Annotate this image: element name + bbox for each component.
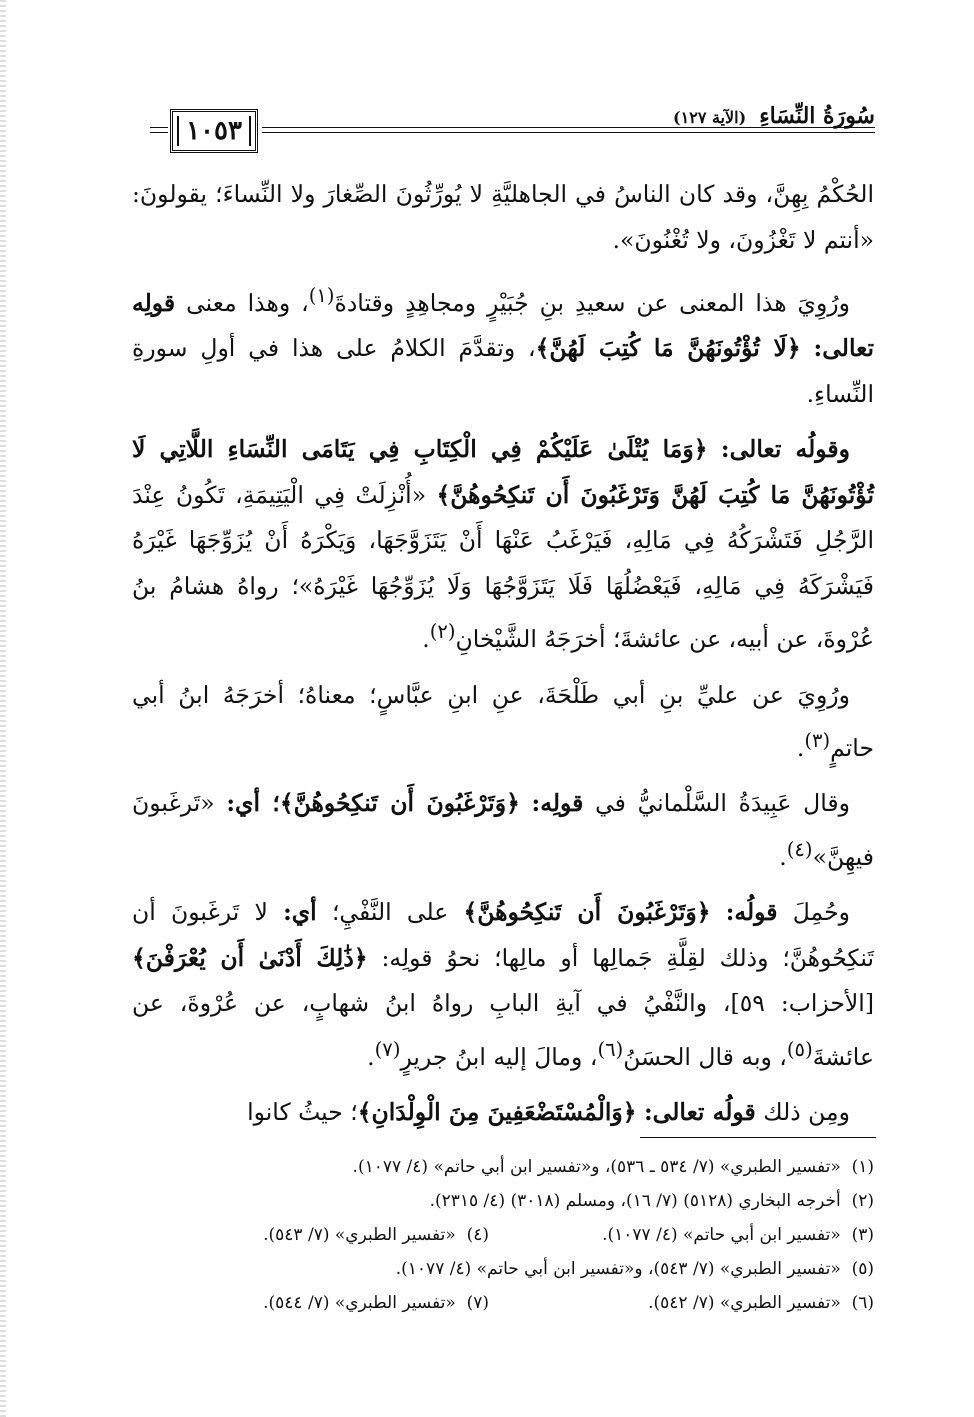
ayah-reference: (الآية ١٢٧) <box>673 108 747 127</box>
footnote <box>200 1252 874 1286</box>
footnote-text: «تفسير الطبري» (٧/ ٥٤٤). <box>263 1293 456 1313</box>
paragraph: ورُوِيَ عن عليِّ بنِ أبي طَلْحَةَ، عنِ ابنِ عبَّاسٍ؛ معناهُ؛ أخرَجَهُ ابنُ أبي حاتمٍ$^{(٣)}$. <box>132 680 874 762</box>
text-run: ورُوِيَ هذا المعنى عن سعيدِ بنِ جُبَيْرٍ ومجاهِدٍ وقتادةَ <box>334 288 850 317</box>
footnote-text: «تفسير الطبري» (٧/ ٥٤٣). <box>263 1225 456 1245</box>
footnote-number: (٥) <box>851 1259 874 1279</box>
page-header <box>150 103 875 155</box>
text-run: [الأحزاب: ٥٩]، والنَّفْيُ في آيةِ البابِ رواهُ ابنُ شهابٍ، عن عُرْوةَ، عن عائشةَ <box>132 989 874 1071</box>
text-run: الحُكْمُ بِهِنَّ، وقد كان الناسُ في الجاهليَّةِ لا يُورِّثُونَ الصِّغارَ ولا النِّساءَ؛ يقولونَ: «أنتم لا تَغْزُونَ، ولا تُغْنُونَ». <box>132 180 874 254</box>
footnote-number: (٤) <box>466 1225 489 1245</box>
text-run: ، وتقدَّمَ الكلامُ على هذا في أولِ سورةِ النِّساءِ. <box>132 334 874 408</box>
footnote-text: «تفسير الطبري» (٧/ ٥٣٤ ـ ٥٣٦)، و«تفسير ابن أبي حاتم» (٤/ ١٠٧٧). <box>352 1157 841 1177</box>
footnote-ref[interactable]: (٥) <box>786 1037 813 1061</box>
footnote-number: (٧) <box>466 1293 489 1313</box>
text-run: وقال عَبِيدَةُ السَّلْمانيُّ في <box>595 789 850 818</box>
footnote-ref[interactable]: (٤) <box>786 837 813 861</box>
footnote-text: أخرجه البخاري (٥١٢٨) (٧/ ١٦)، ومسلم (٣٠١٨) (٤/ ٢٣١٥). <box>429 1191 841 1211</box>
text-run: ورُوِيَ عن عليِّ بنِ أبي طَلْحَةَ، عنِ ابنِ عبَّاسٍ؛ معناهُ؛ أخرَجَهُ ابنُ أبي حاتمٍ <box>132 680 874 762</box>
footnote-text: «تفسير ابن أبي حاتم» (٤/ ١٠٧٧). <box>602 1225 841 1245</box>
footnote-number: (٢) <box>851 1191 874 1211</box>
footnote-text: «تفسير الطبري» (٧/ ٥٤٣)، و«تفسير ابن أبي حاتم» (٤/ ١٠٧٧). <box>395 1259 841 1279</box>
page-number-box <box>170 109 258 153</box>
paragraph <box>132 273 874 417</box>
footnote-ref[interactable]: (٢) <box>429 620 456 644</box>
footnote <box>200 1150 874 1184</box>
footnote-ref[interactable]: (١) <box>308 284 335 307</box>
footnote-number: (١) <box>851 1157 874 1177</box>
footnote <box>200 1286 874 1320</box>
text-run: ، وبه قال الحسَنُ <box>623 1042 787 1071</box>
quran-verse: ﴿وَتَرْغَبُونَ أَن تَنكِحُوهُنَّ﴾ <box>463 898 711 927</box>
text-run: ، وهذا معنى <box>186 288 309 317</box>
page-number: ١٠٥٣ <box>186 116 242 146</box>
footnote-number: (٣) <box>851 1225 874 1245</box>
footnote-number: (٦) <box>851 1293 874 1313</box>
quran-verse: ﴿لَا تُؤْتُونَهُنَّ مَا كُتِبَ لَهُنَّ﴾ <box>535 334 801 363</box>
scan-edge <box>0 0 6 1417</box>
footnote-ref[interactable]: (٧) <box>374 1037 401 1061</box>
keyword: وقولُه تعالى: <box>720 435 851 464</box>
paragraph <box>132 172 874 263</box>
footnote-text: «تفسير الطبري» (٧/ ٥٤٢). <box>648 1293 841 1313</box>
text-run: على النَّفْيِ؛ <box>331 898 449 927</box>
header-rule <box>150 127 168 128</box>
footnote <box>200 1218 874 1252</box>
quran-verse: ﴿ذَٰلِكَ أَدْنَىٰ أَن يُعْرَفْنَ﴾ <box>132 943 368 972</box>
footnote-ref[interactable]: (٣) <box>804 729 831 753</box>
quran-verse: ﴿وَالْمُسْتَضْعَفِينَ مِنَ الْوِلْدَانِ﴾ <box>357 1098 637 1127</box>
main-text <box>132 172 874 1146</box>
paragraph: وقال عَبِيدَةُ السَّلْمانيُّ في قولِه: ﴿وَتَرْغَبُونَ أَن تَنكِحُوهُنَّ﴾؛ أي: «تَرغَبونَ فيهِنَّ»$^{(٤)}$. <box>132 789 874 871</box>
footnote-separator <box>640 1137 876 1138</box>
quran-verse: ﴿وَتَرْغَبُونَ أَن تَنكِحُوهُنَّ﴾ <box>279 789 520 818</box>
text-run: ، ومالَ إليه ابنُ جريرٍ <box>400 1042 598 1071</box>
text-run: وحُمِلَ <box>792 898 850 927</box>
header-rule <box>262 132 875 133</box>
paragraph <box>132 1090 874 1136</box>
paragraph: وقولُه تعالى: ﴿وَمَا يُتْلَىٰ عَلَيْكُمْ فِي الْكِتَابِ فِي يَتَامَى النِّسَاءِ اللَّاتِي لَا تُؤْتُونَهُنَّ مَا كُتِبَ لَهُنَّ وَتَرْغَبُونَ أَن تَنكِحُوهُنَّ﴾ «أُنْزِلَتْ فِي الْيَتِيمَةِ، تَكُونُ عِنْدَ الرَّجُلِ فَتَشْرَكُهُ فِي مَالِهِ، فَيَرْغَبُ عَنْهَا أَنْ يَتَزَوَّجَهَا، وَيَكْرَهُ أَنْ يُزَوِّجَهَا غَيْرَهُ فَيَشْرَكَهُ فِي مَالِهِ، فَيَعْضُلُهَا فَلَا يَتَزَوَّجُهَا وَلَا يُزَوِّجُهَا غَيْرَهُ»؛ رواهُ هشامُ بنُ عُرْوةَ، عن أبيه، عن عائشةَ؛ أخرَجَهُ الشَّيْخانِ$^{(٢)}$. <box>132 435 874 654</box>
quran-verse: ﴿وَمَا يُتْلَىٰ عَلَيْكُمْ فِي الْكِتَابِ فِي يَتَامَى النِّسَاءِ اللَّاتِي لَا تُؤْتُونَهُنَّ مَا كُتِبَ لَهُنَّ وَتَرْغَبُونَ أَن تَنكِحُوهُنَّ﴾ <box>132 435 874 509</box>
text-run: «تَرغَبونَ فيهِنَّ» <box>132 789 874 871</box>
footnote <box>200 1184 874 1218</box>
paragraph: وحُمِلَ قولُه: ﴿وَتَرْغَبُونَ أَن تَنكِحُوهُنَّ﴾ على النَّفْيِ؛ أي: لا تَرغَبونَ أن تَنكِحُوهُنَّ؛ وذلك لقِلَّةِ جَمالِها أو مالِها؛ نحوُ قولِه: ﴿ذَٰلِكَ أَدْنَىٰ أَن يُعْرَفْنَ﴾ [الأحزاب: ٥٩]، والنَّفْيُ في آيةِ البابِ رواهُ ابنُ شهابٍ، عن عُرْوةَ، عن عائشةَ$^{(٥)}$، وبه قال الحسَنُ$^{(٦)}$، ومالَ إليه ابنُ جريرٍ$^{(٧)}$. <box>132 898 874 1071</box>
text-run: ومِن ذلك <box>763 1098 850 1127</box>
keyword: قولِه: <box>531 789 584 818</box>
keyword: قولُه تعالى: <box>644 1098 756 1127</box>
header-rule <box>150 132 168 133</box>
surah-name: سُورَةُ النِّسَاءِ <box>759 103 875 129</box>
footnotes <box>200 1150 874 1320</box>
footnote-ref[interactable]: (٦) <box>597 1037 624 1061</box>
keyword: ؛ أي: <box>226 789 280 818</box>
running-title <box>673 103 875 129</box>
text-run: ؛ حيثُ كانوا <box>247 1098 358 1127</box>
keyword: قولِه تعالى: <box>132 288 874 363</box>
text-run: «أُنْزِلَتْ فِي الْيَتِيمَةِ، تَكُونُ عِنْدَ الرَّجُلِ فَتَشْرَكُهُ فِي مَالِهِ، فَيَرْغَبُ عَنْهَا أَنْ يَتَزَوَّجَهَا، وَيَكْرَهُ أَنْ يُزَوِّجَهَا غَيْرَهُ فَيَشْرَكَهُ فِي مَالِهِ، فَيَعْضُلُهَا فَلَا يَتَزَوَّجُهَا وَلَا يُزَوِّجُهَا غَيْرَهُ»؛ رواهُ هشامُ بنُ عُرْوةَ، عن أبيه، عن عائشةَ؛ أخرَجَهُ الشَّيْخانِ <box>132 480 874 654</box>
keyword: قولُه: <box>725 898 778 927</box>
text-run: لا تَرغَبونَ أن تَنكِحُوهُنَّ؛ وذلك لقِلَّةِ جَمالِها أو مالِها؛ نحوُ قولِه: <box>132 898 874 972</box>
keyword: أي: <box>283 898 317 927</box>
